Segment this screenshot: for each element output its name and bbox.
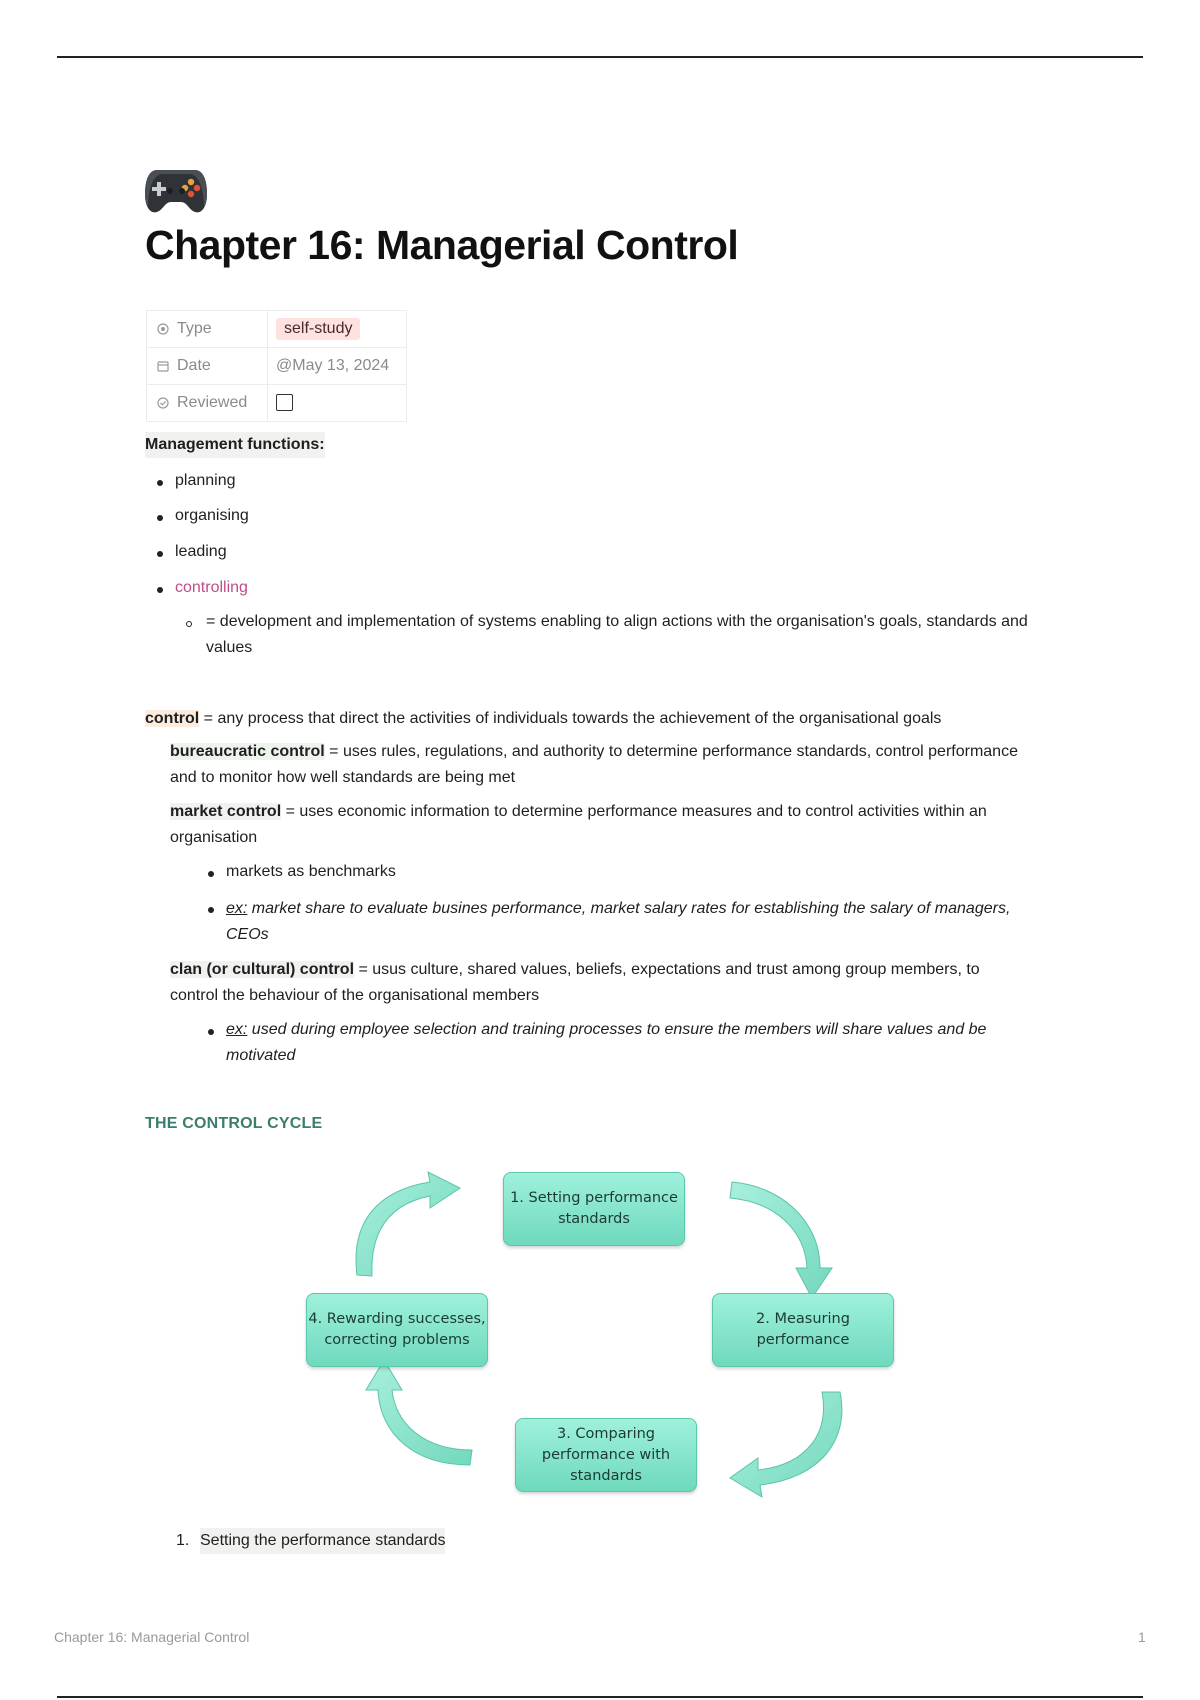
- game-controller-icon: [143, 160, 209, 216]
- sub-bullet: [186, 621, 192, 627]
- properties-table: [146, 310, 407, 422]
- control-term: control: [145, 710, 200, 727]
- property-key: Type: [147, 311, 268, 348]
- footer-rule: [57, 1696, 1143, 1698]
- bullet: [157, 587, 163, 593]
- cycle-arrow-icon: [356, 1172, 460, 1276]
- property-row-date: [147, 348, 407, 385]
- date-value[interactable]: @May 13, 2024: [268, 348, 407, 385]
- section-heading: THE CONTROL CYCLE: [145, 1115, 323, 1132]
- cycle-arrow-icon: [730, 1182, 832, 1298]
- page-title: Chapter 16: Managerial Control: [145, 222, 739, 268]
- calendar-icon: [157, 360, 169, 372]
- check-circle-icon: [157, 397, 169, 409]
- list-item: markets as benchmarks: [226, 863, 396, 880]
- control-definition: control = any process that direct the activities of individuals towards the achievement of the organisational goals: [145, 710, 942, 727]
- clan-definition: clan (or cultural) control = usus culture, shared values, beliefs, expectations and trust among group members, to control the behaviour of the organisational members: [170, 961, 980, 1004]
- cycle-step-2: 2. Measuring performance: [712, 1293, 894, 1367]
- reviewed-checkbox[interactable]: [276, 394, 293, 411]
- numbered-list-marker: 1.: [176, 1532, 190, 1549]
- bureaucratic-term: bureaucratic control: [170, 743, 325, 760]
- property-key: Date: [147, 348, 268, 385]
- bullet: [157, 480, 163, 486]
- cycle-step-3: 3. Comparing performance with standards: [515, 1418, 697, 1492]
- bullet: [208, 907, 214, 913]
- clan-example: ex: used during employee selection and training processes to ensure the members will share values and be motivated: [226, 1021, 987, 1064]
- status-icon: [157, 323, 169, 335]
- management-heading: Management functions:: [145, 432, 325, 458]
- bureaucratic-definition: bureaucratic control = uses rules, regulations, and authority to determine performance standards, control performance and to monitor how well standards are being met: [170, 743, 1018, 786]
- bullet: [208, 1029, 214, 1035]
- cycle-arrow-icon: [730, 1392, 842, 1497]
- page-number: 1: [1138, 1629, 1146, 1645]
- cycle-arrow-icon: [366, 1360, 472, 1465]
- market-example: ex: market share to evaluate busines performance, market salary rates for establishing the salary of managers, CEOs: [226, 900, 1011, 943]
- property-row-reviewed: [147, 385, 407, 422]
- bullet: [208, 871, 214, 877]
- market-definition: market control = uses economic information to determine performance measures and to control activities within an organisation: [170, 803, 987, 846]
- cycle-step-4: 4. Rewarding successes, correcting problems: [306, 1293, 488, 1367]
- list-item-highlighted: controlling: [175, 579, 248, 596]
- numbered-list-item: Setting the performance standards: [200, 1528, 445, 1554]
- type-tag[interactable]: self-study: [276, 318, 360, 340]
- market-term: market control: [170, 803, 282, 820]
- control-cycle-diagram: [220, 1160, 900, 1505]
- cycle-step-1: 1. Setting performance standards: [503, 1172, 685, 1246]
- list-subitem: = development and implementation of systems enabling to align actions with the organisation's goals, standards and values: [206, 613, 1028, 656]
- bullet: [157, 515, 163, 521]
- property-row-type: [147, 311, 407, 348]
- header-rule: [57, 56, 1143, 58]
- list-item: leading: [175, 543, 227, 560]
- clan-term: clan (or cultural) control: [170, 961, 355, 978]
- bullet: [157, 551, 163, 557]
- property-key: Reviewed: [147, 385, 268, 422]
- list-item: planning: [175, 472, 236, 489]
- list-item: organising: [175, 507, 249, 524]
- footer-title: Chapter 16: Managerial Control: [54, 1629, 250, 1645]
- reviewed-value[interactable]: [268, 385, 407, 422]
- property-value[interactable]: [268, 311, 407, 348]
